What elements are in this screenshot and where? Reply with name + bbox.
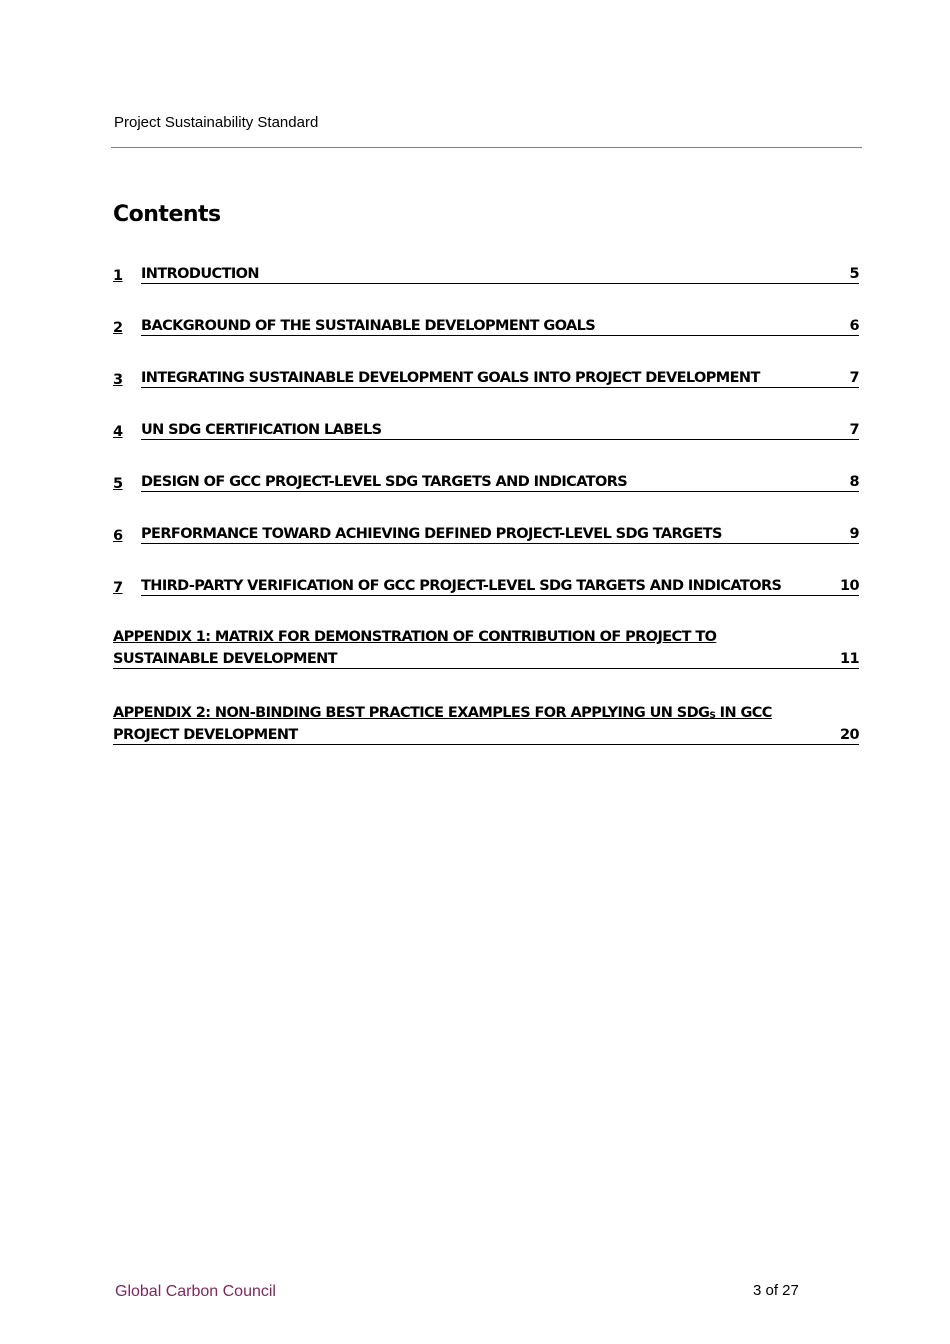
- header-title: Project Sustainability Standard: [114, 114, 319, 131]
- toc-appendix-title-line2: SUSTAINABLE DEVELOPMENT: [113, 651, 337, 667]
- toc-appendix-title-part: APPENDIX 2: NON-BINDING BEST PRACTICE EXAMPLES FOR APPLYING UN SDG: [113, 705, 710, 721]
- header-divider: [111, 147, 862, 148]
- toc-entry-number: 7: [113, 580, 123, 596]
- toc-entry-4[interactable]: [113, 418, 859, 440]
- toc-entry-number: 1: [113, 268, 123, 284]
- footer-organization: Global Carbon Council: [115, 1283, 276, 1300]
- toc-entry-1[interactable]: [113, 262, 859, 284]
- toc-entry-page: 8: [849, 474, 859, 490]
- toc-entry-page: 5: [849, 266, 859, 282]
- toc-appendix-title-line1: APPENDIX 1: MATRIX FOR DEMONSTRATION OF CONTRIBUTION OF PROJECT TO: [113, 629, 717, 645]
- toc-entry-title: PERFORMANCE TOWARD ACHIEVING DEFINED PROJECT-LEVEL SDG TARGETS: [141, 526, 722, 542]
- contents-heading: Contents: [113, 202, 221, 227]
- toc-entry-number: 6: [113, 528, 123, 544]
- toc-entry-page: 10: [840, 578, 859, 594]
- toc-appendix-2[interactable]: [113, 702, 859, 745]
- toc-entry-page: 7: [849, 370, 859, 386]
- toc-entry-7[interactable]: [113, 574, 859, 596]
- toc-appendix-title-line1: [113, 702, 859, 724]
- toc-entry-title: BACKGROUND OF THE SUSTAINABLE DEVELOPMENT GOALS: [141, 318, 596, 334]
- toc-entry-2[interactable]: [113, 314, 859, 336]
- toc-entry-5[interactable]: [113, 470, 859, 492]
- toc-appendix-1[interactable]: [113, 626, 859, 669]
- toc-entry-3[interactable]: [113, 366, 859, 388]
- toc-entry-title: UN SDG CERTIFICATION LABELS: [141, 422, 382, 438]
- toc-appendix-page: 11: [840, 651, 859, 667]
- toc-entry-page: 7: [849, 422, 859, 438]
- toc-entry-title: INTEGRATING SUSTAINABLE DEVELOPMENT GOALS INTO PROJECT DEVELOPMENT: [141, 370, 760, 386]
- toc-appendix-page: 20: [840, 727, 859, 743]
- toc-entry-number: 3: [113, 372, 123, 388]
- footer-page-number: 3 of 27: [753, 1282, 799, 1299]
- toc-entry-6[interactable]: [113, 522, 859, 544]
- toc-entry-title: DESIGN OF GCC PROJECT-LEVEL SDG TARGETS AND INDICATORS: [141, 474, 628, 490]
- toc-entry-page: 6: [849, 318, 859, 334]
- toc-entry-number: 2: [113, 320, 123, 336]
- toc-entry-number: 5: [113, 476, 123, 492]
- toc-appendix-title-line2: PROJECT DEVELOPMENT: [113, 727, 298, 743]
- toc-entry-number: 4: [113, 424, 123, 440]
- toc-entry-page: 9: [849, 526, 859, 542]
- toc-appendix-title-part: IN GCC: [715, 705, 772, 721]
- toc-appendix-title-subscript: S: [709, 711, 716, 721]
- toc-entry-title: INTRODUCTION: [141, 266, 259, 282]
- toc-entry-title: THIRD-PARTY VERIFICATION OF GCC PROJECT-LEVEL SDG TARGETS AND INDICATORS: [141, 578, 782, 594]
